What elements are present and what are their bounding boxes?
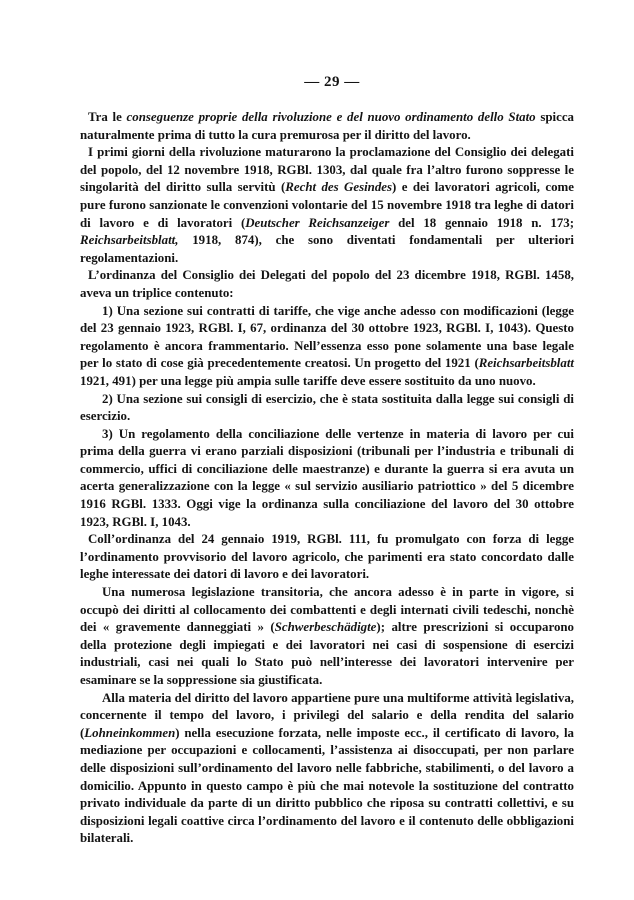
italic-term: Reichsarbeitsblatt, [80, 233, 179, 248]
italic-term: Deutscher Reichsanzeiger [245, 215, 390, 230]
paragraph-item-1: 1) Una sezione sui contratti di tariffe, che vige anche adesso con modificazioni (legge del 23 gennaio 1923, RGBl. I, 67, ordinanza del 30 ottobre 1923, RGBl. I, 1043). Questo regolamento è ancora frammentario. Nell’essenza esso pone solamente una base legale per lo stato di cose già precedentemente creatosi. Un progetto del 1921 (Reichsarbeitsblatt 1921, 491) per una legge più ampia sulle tariffe deve essere sostituito da uno nuovo. [80, 303, 574, 388]
paragraph-item-2: 2) Una sezione sui consigli di esercizio, che è stata sostituita dalla legge sui consigli di esercizio. [80, 391, 574, 424]
italic-term: Recht des Gesindes [285, 180, 393, 195]
page-number: — 29 — [304, 74, 360, 90]
italic-term: Schwerbeschädigte [274, 620, 377, 635]
paragraph-item-3: 3) Un regolamento della conciliazione delle vertenze in materia di lavoro per cui prima della guerra vi erano parziali disposizioni (tribunali per l’industria e tribunali di commercio, uffici di conciliazione delle maestranze) e durante la guerra si era avuta un acerta generalizzazione con la legge « sul servizio ausiliario patriottico » del 5 dicembre 1916 RGBl. 1333. Oggi vige la ordinanza sulla conciliazione del lavoro del 30 ottobre 1923, RGBl. I, 1043. [80, 426, 574, 529]
paragraph: L’ordinanza del Consiglio dei Delegati del popolo del 23 dicembre 1918, RGBl. 1458, aveva un triplice contenuto: [80, 268, 574, 300]
paragraph: Alla materia del diritto del lavoro appartiene pure una multiforme attività legislativa, concernente il tempo del lavoro, i privilegi del salario e della rendita del salario (Lohneinkommen) nella esecuzione forzata, nelle imposte ecc., il certificato di lavoro, la mediazione per occupazioni e collocamenti, l’assistenza ai disoccupati, per non parlare delle disposizioni sull’ordinamento del lavoro nelle fabbriche, stabilimenti, o del lavoro a domicilio. Appunto in questo campo è più che mai notevole la sostituzione del contratto privato individuale da parte di un diritto pubblico che riposa su contratti collettivi, e su disposizioni legali coattive circa l’ordinamento del lavoro e il contenuto delle obbligazioni bilaterali. [80, 690, 574, 846]
italic-term: Reichsarbeitsblatt [478, 356, 574, 371]
paragraph: Coll’ordinanza del 24 gennaio 1919, RGBl. 111, fu promulgato con forza di legge l’ordinamento provvisorio del lavoro agricolo, che parimenti era stato concordato dalle leghe interessate dei datori di lavoro e dei lavoratori. [80, 532, 574, 582]
italic-term: conseguenze proprie della rivoluzione e del nuovo ordinamento dello Stato [126, 110, 536, 124]
paragraph: Tra le conseguenze proprie della rivoluzione e del nuovo ordinamento dello Stato spicca naturalmente prima di tutto la cura premurosa per il diritto del lavoro. [80, 110, 574, 142]
paragraph: I primi giorni della rivoluzione maturarono la proclamazione del Consiglio dei delegati del popolo, del 12 novembre 1918, RGBl. 1303, dal quale fra l’altro furono soppresse le singolarità del diritto sulla servitù (Recht des Gesindes) e dei lavoratori agricoli, come pure furono sanzionate le convenzioni volontarie del 15 novembre 1918 tra leghe di datori di lavoro e di lavoratori (Deutscher Reichsanzeiger del 18 gennaio 1918 n. 173; Reichsarbeitsblatt, 1918, 874), che sono diventati fondamentali per ulteriori regolamentazioni. [80, 145, 575, 265]
body-text [80, 109, 574, 848]
italic-term: Lohneinkommen [84, 725, 176, 740]
paragraph: Una numerosa legislazione transitoria, che ancora adesso è in parte in vigore, si occupò dei diritti al collocamento dei combattenti e degli internati civili tedeschi, nonchè dei « gravemente danneggiati » (Schwerbeschädigte); altre prescrizioni si occuparono della protezione degli impiegati e dei lavoratori nei casi di sospensione di esercizi industriali, casi nei quali lo Stato può nell’interesse dei lavoratori intervenire per esaminare se la soppressione sia giustificata. [80, 585, 575, 687]
